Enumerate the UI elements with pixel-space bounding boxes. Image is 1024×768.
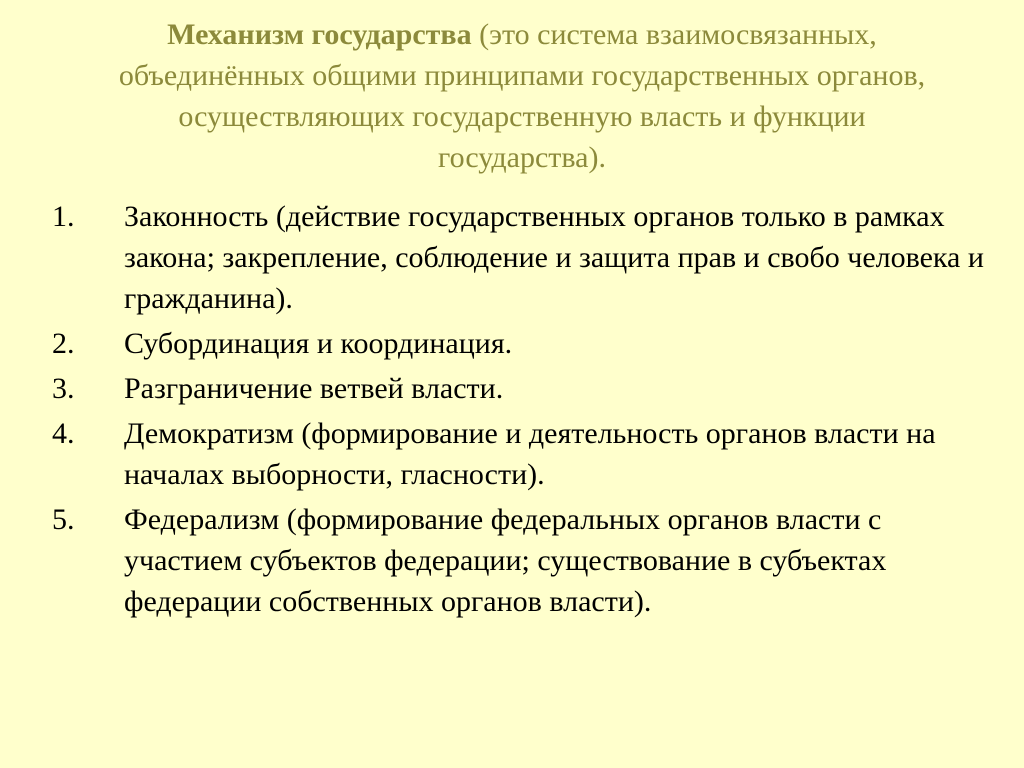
list-item-text: Субординация и координация. — [124, 327, 513, 360]
title-term: Механизм государства — [167, 18, 472, 51]
list-item-text: Федерализм (формирование федеральных органов власти с участием субъектов федерации; существование в субъектах федерации собственных органов власти). — [124, 503, 887, 618]
list-item — [52, 368, 1002, 409]
list-item-number: 3. — [52, 372, 75, 405]
list-item — [52, 196, 1002, 319]
list-item — [52, 323, 1002, 364]
list-item-number: 2. — [52, 327, 75, 360]
title-definition: (это система взаимосвязанных, объединённых общими принципами государственных органов, осуществляющих государственную власть и функции государства). — [118, 18, 926, 174]
list-item-number: 4. — [52, 417, 75, 450]
list-item-text: Разграничение ветвей власти. — [124, 372, 504, 405]
list-item-number: 1. — [52, 200, 75, 233]
principles-list — [52, 196, 1002, 626]
slide-title — [100, 14, 944, 178]
list-item-text: Законность (действие государственных органов только в рамках закона; закрепление, соблюдение и защита прав и свобо человека и гражданина). — [124, 200, 984, 315]
list-item — [52, 413, 1002, 495]
list-item — [52, 499, 1002, 622]
list-item-number: 5. — [52, 503, 75, 536]
list-item-text: Демократизм (формирование и деятельность органов власти на началах выборности, гласности). — [124, 417, 936, 491]
